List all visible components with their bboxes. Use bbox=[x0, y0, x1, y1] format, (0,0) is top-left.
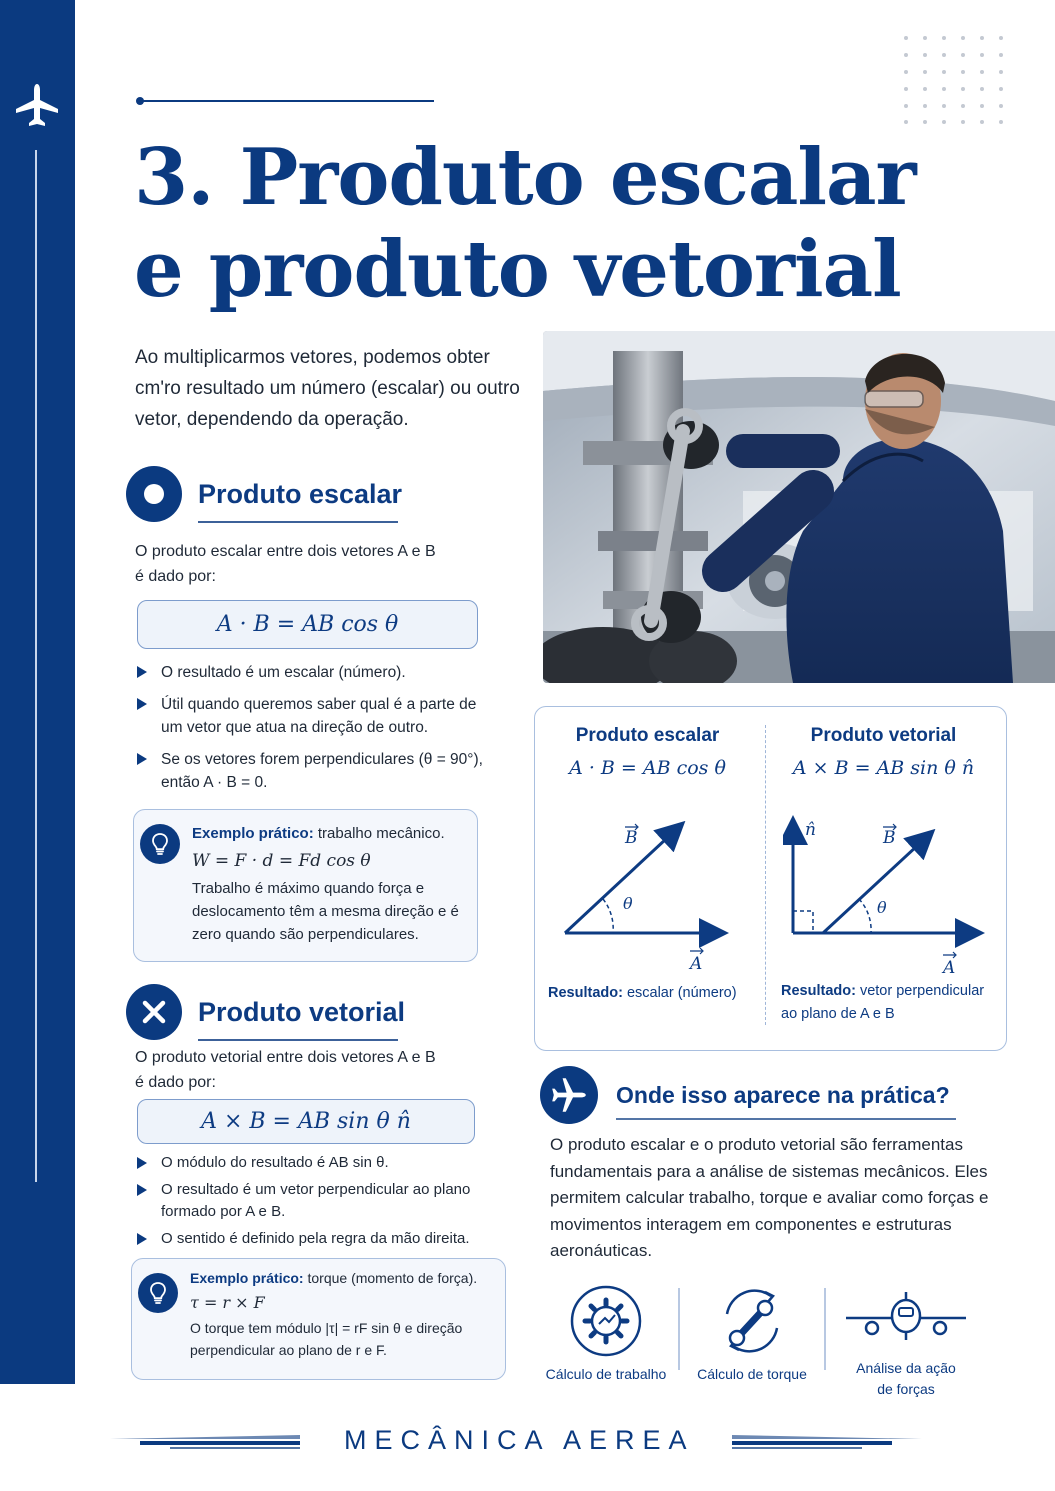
vector-a-label: A bbox=[943, 958, 956, 977]
scalar-formula-box bbox=[137, 600, 478, 649]
vector-formula: A × B = AB sin θ n̂ bbox=[201, 1109, 411, 1134]
app-label-line-1: Análise da ação bbox=[856, 1360, 956, 1376]
wrench-rotate-icon bbox=[715, 1284, 789, 1358]
vector-section-header bbox=[126, 984, 405, 1040]
vector-heading: Produto vetorial bbox=[198, 996, 406, 1027]
vector-intro-line-2: é dado por: bbox=[135, 1074, 216, 1091]
scalar-vector-diagram bbox=[555, 807, 755, 977]
cross-icon bbox=[126, 984, 182, 1040]
list-item: O sentido é definido pela regra da mão direita. bbox=[135, 1228, 505, 1250]
vector-b-label: B bbox=[625, 828, 638, 848]
title-line-2: e produto vetorial bbox=[134, 224, 901, 315]
vector-comparison-formula: A × B = AB sin θ n̂ bbox=[792, 757, 975, 779]
vector-b-label: B bbox=[883, 828, 896, 848]
practice-section-header bbox=[540, 1066, 950, 1124]
vector-comparison-title: Produto vetorial bbox=[810, 725, 957, 746]
list-item: O módulo do resultado é AB sin θ. bbox=[135, 1152, 505, 1174]
airplane-icon bbox=[12, 80, 62, 130]
app-divider bbox=[678, 1288, 680, 1370]
footer-brand: MECÂNICA AEREA bbox=[344, 1425, 695, 1455]
example-topic: trabalho mecânico. bbox=[317, 825, 445, 842]
work-formula: W = F · d = Fd cos θ bbox=[192, 851, 371, 871]
app-torque-calculation bbox=[682, 1284, 822, 1385]
right-angle-mark bbox=[793, 911, 813, 933]
footer bbox=[0, 1415, 1055, 1465]
title-accent-rule bbox=[136, 96, 434, 106]
angle-arc bbox=[603, 899, 613, 933]
angle-arc bbox=[859, 899, 871, 933]
comparison-card bbox=[534, 706, 1007, 1051]
vector-bullet-list bbox=[135, 1152, 505, 1255]
practice-paragraph: O produto escalar e o produto vetorial são ferramentas fundamentais para a análise de sistemas mecânicos. Eles permitem calcular trabalho, torque e avaliar como forças e movimentos interagem em componentes e estruturas aeronáuticas. bbox=[550, 1135, 989, 1260]
footer-left-ornament bbox=[110, 1427, 300, 1453]
cross-vector-diagram bbox=[783, 807, 993, 977]
scalar-result bbox=[548, 982, 763, 1005]
sidebar-rule bbox=[35, 150, 37, 1182]
scalar-comparison bbox=[535, 725, 760, 779]
dot-grid-decoration bbox=[900, 32, 1012, 128]
vector-n-label: n̂ bbox=[805, 820, 816, 840]
app-label bbox=[836, 1358, 976, 1400]
sidebar bbox=[0, 0, 75, 1384]
mechanic-photo bbox=[543, 331, 1055, 683]
vector-a-label: A bbox=[690, 954, 703, 974]
example-topic: torque (momento de força). bbox=[307, 1270, 478, 1286]
title-line-1: 3. Produto escalar bbox=[134, 132, 916, 223]
vector-formula-box bbox=[137, 1099, 475, 1144]
angle-label: θ bbox=[877, 898, 887, 917]
vector-intro-line-1: O produto vetorial entre dois vetores A e B bbox=[135, 1049, 436, 1066]
angle-label: θ bbox=[623, 894, 633, 913]
result-label: Resultado: bbox=[548, 985, 623, 1001]
aircraft-front-icon bbox=[844, 1288, 968, 1348]
lightbulb-icon bbox=[140, 824, 180, 864]
list-item: Útil quando queremos saber qual é a parte de um vetor que atua na direção de outro. bbox=[135, 693, 490, 739]
vector-example-box bbox=[131, 1258, 506, 1380]
app-work-calculation bbox=[536, 1284, 676, 1385]
page-title bbox=[134, 132, 916, 316]
result-text: escalar (número) bbox=[626, 985, 737, 1001]
scalar-intro-line-1: O produto escalar entre dois vetores A e B bbox=[135, 543, 436, 560]
circle-dot-icon bbox=[126, 466, 182, 522]
vector-comparison bbox=[771, 725, 996, 779]
airplane-icon bbox=[540, 1066, 598, 1124]
practice-heading: Onde isso aparece na prática? bbox=[616, 1081, 950, 1108]
intro-paragraph: Ao multiplicarmos vetores, podemos obter cm'ro resultado um número (escalar) ou outro vetor, dependendo da operação. bbox=[135, 347, 520, 430]
vector-b-arrow bbox=[565, 825, 681, 933]
scalar-intro bbox=[135, 539, 525, 589]
app-label-line-2: de forças bbox=[877, 1381, 935, 1397]
vector-b-arrow bbox=[823, 833, 931, 933]
scalar-comparison-title: Produto escalar bbox=[575, 725, 720, 746]
list-item: O resultado é um escalar (número). bbox=[135, 661, 490, 684]
example-text-line-1: O torque tem módulo |τ| = rF sin θ e direção bbox=[190, 1320, 463, 1336]
example-label: Exemplo prático: bbox=[192, 825, 314, 842]
scalar-bullet-list bbox=[135, 661, 490, 803]
scalar-formula: A · B = AB cos θ bbox=[216, 612, 399, 637]
comparison-divider bbox=[765, 725, 766, 1025]
result-text-line-1: vetor perpendicular bbox=[859, 983, 985, 999]
result-text-line-2: ao plano de A e B bbox=[781, 1006, 895, 1022]
list-item: Se os vetores forem perpendiculares (θ = 90°), então A · B = 0. bbox=[135, 748, 490, 794]
gear-cycle-icon bbox=[569, 1284, 643, 1358]
footer-right-ornament bbox=[732, 1427, 922, 1453]
example-text: Trabalho é máximo quando força e deslocamento têm a mesma direção e é zero quando são perpendiculares. bbox=[192, 880, 459, 943]
scalar-comparison-formula: A · B = AB cos θ bbox=[569, 757, 726, 779]
app-label: Cálculo de torque bbox=[697, 1366, 807, 1382]
torque-formula: τ = r × F bbox=[190, 1293, 265, 1312]
app-divider bbox=[824, 1288, 826, 1370]
example-label: Exemplo prático: bbox=[190, 1270, 304, 1286]
scalar-heading: Produto escalar bbox=[198, 478, 403, 509]
lightbulb-icon bbox=[138, 1273, 178, 1313]
vector-intro bbox=[135, 1045, 525, 1095]
scalar-intro-line-2: é dado por: bbox=[135, 568, 216, 585]
vector-result bbox=[781, 980, 1006, 1026]
result-label: Resultado: bbox=[781, 983, 856, 999]
list-item: O resultado é um vetor perpendicular ao plano formado por A e B. bbox=[135, 1179, 505, 1223]
example-text-line-2: perpendicular ao plano de r e F. bbox=[190, 1342, 387, 1358]
app-label: Cálculo de trabalho bbox=[545, 1366, 667, 1382]
scalar-example-box bbox=[133, 809, 478, 962]
app-force-analysis bbox=[836, 1284, 976, 1400]
scalar-section-header bbox=[126, 466, 402, 522]
